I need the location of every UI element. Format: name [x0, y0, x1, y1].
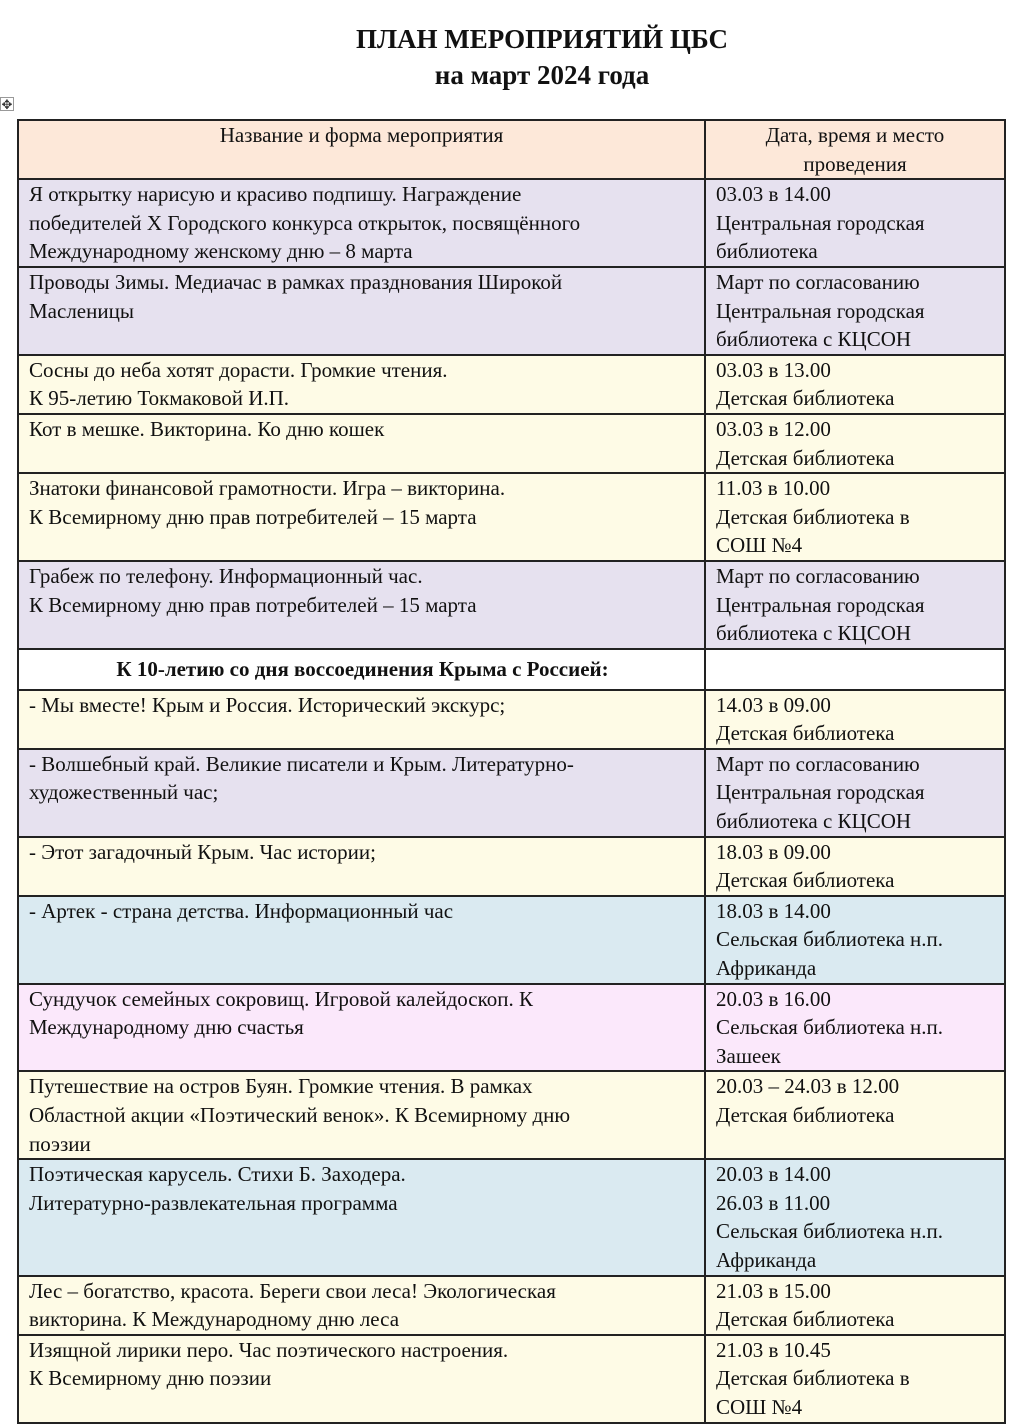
event-name-line: К 95-летию Токмаковой И.П. [29, 386, 290, 411]
event-name-line: Грабеж по телефону. Информационный час. [29, 563, 423, 588]
event-date-place-cell [705, 1159, 1005, 1275]
events-table [17, 119, 1006, 1424]
table-row [18, 1335, 1005, 1423]
event-date-place-line: библиотека с КЦСОН [716, 621, 912, 646]
event-name-line: победителей X Городского конкурса открыток, посвящённого [29, 210, 581, 235]
event-name-cell [18, 179, 705, 267]
event-date-place-cell [705, 837, 1005, 896]
event-name-line: Масленицы [29, 298, 134, 323]
page-title: ПЛАН МЕРОПРИЯТИЙ ЦБС [355, 24, 729, 54]
event-date-place-line: 26.03 в 11.00 [716, 1190, 831, 1215]
event-name-line: - Волшебный край. Великие писатели и Крым. Литературно- [29, 751, 574, 776]
event-date-place-line: Зашеек [716, 1043, 781, 1068]
event-name-line: Кот в мешке. Викторина. Ко дню кошек [29, 416, 385, 441]
table-row [18, 1276, 1005, 1335]
event-date-place-line: 03.03 в 12.00 [716, 416, 831, 441]
event-name-cell [18, 749, 705, 837]
event-date-place-line: библиотека с КЦСОН [716, 327, 912, 352]
table-header-row [18, 120, 1005, 179]
table-row [18, 1071, 1005, 1159]
event-name-line: художественный час; [29, 780, 219, 805]
table-row [18, 837, 1005, 896]
event-date-place-line: 18.03 в 14.00 [716, 898, 831, 923]
event-name-cell [18, 267, 705, 355]
page-subtitle: на март 2024 года [434, 60, 650, 90]
event-date-place-line: 03.03 в 13.00 [716, 357, 831, 382]
event-date-place-cell [705, 690, 1005, 749]
event-name-line: Сундучок семейных сокровищ. Игровой калейдоскоп. К [29, 986, 533, 1011]
event-date-place-cell [705, 896, 1005, 984]
event-name-cell [18, 414, 705, 473]
event-date-place-line: Март по согласованию [716, 751, 920, 776]
move-cross-icon[interactable]: ✥ [1, 97, 13, 112]
table-row [18, 984, 1005, 1072]
event-name-line: К Всемирному дню прав потребителей – 15 марта [29, 504, 477, 529]
event-date-place-cell [705, 1071, 1005, 1159]
event-date-place-cell [705, 1276, 1005, 1335]
event-date-place-line: 20.03 в 14.00 [716, 1162, 831, 1187]
event-date-place-line: Африканда [716, 956, 817, 981]
event-name-line: Сосны до неба хотят дорасти. Громкие чтения. [29, 357, 448, 382]
table-row [18, 1159, 1005, 1275]
event-date-place-line: Сельская библиотека н.п. [716, 1015, 944, 1040]
event-date-place-line: 03.03 в 14.00 [716, 182, 831, 207]
event-date-place-line: Центральная городская [716, 210, 925, 235]
event-date-place-cell [705, 414, 1005, 473]
event-date-place-cell [705, 749, 1005, 837]
header-event-name: Название и форма мероприятия [18, 120, 705, 179]
event-date-place-line: 18.03 в 09.00 [716, 839, 831, 864]
event-date-place-line: 11.03 в 10.00 [716, 476, 831, 501]
event-date-place-cell [705, 355, 1005, 414]
event-date-place-cell [705, 473, 1005, 561]
event-date-place-line: СОШ №4 [716, 1394, 803, 1419]
event-name-cell [18, 355, 705, 414]
event-name-line: Международному женскому дню – 8 марта [29, 239, 413, 264]
event-date-place-line: Детская библиотека в [716, 1366, 910, 1391]
event-name-cell [18, 896, 705, 984]
event-date-place-line: Детская библиотека [716, 386, 895, 411]
table-row [18, 267, 1005, 355]
event-name-cell [18, 690, 705, 749]
section-title: К 10-летию со дня воссоединения Крыма с Россией: [18, 649, 705, 690]
event-date-place-line: Март по согласованию [716, 563, 920, 588]
event-date-place-line: Детская библиотека [716, 1307, 895, 1332]
event-name-line: Я открытку нарисую и красиво подпишу. Награждение [29, 182, 522, 207]
event-name-line: Изящной лирики перо. Час поэтического настроения. [29, 1337, 509, 1362]
event-date-place-line: 20.03 в 16.00 [716, 986, 831, 1011]
event-name-line: Проводы Зимы. Медиачас в рамках празднования Широкой [29, 269, 563, 294]
event-name-cell [18, 984, 705, 1072]
event-date-place-line: Детская библиотека [716, 445, 895, 470]
event-name-line: Знатоки финансовой грамотности. Игра – викторина. [29, 476, 506, 501]
event-date-place-line: Центральная городская [716, 298, 925, 323]
event-date-place-line: библиотека с КЦСОН [716, 809, 912, 834]
table-row [18, 179, 1005, 267]
event-date-place-cell [705, 561, 1005, 649]
event-date-place-line: Детская библиотека в [716, 504, 910, 529]
event-name-line: Областной акции «Поэтический венок». К Всемирному дню [29, 1103, 571, 1127]
event-date-place-line: Сельская библиотека н.п. [716, 927, 944, 952]
event-name-cell [18, 1276, 705, 1335]
event-date-place-cell [705, 179, 1005, 267]
event-date-place-cell [705, 1335, 1005, 1423]
table-row [18, 414, 1005, 473]
event-name-line: Путешествие на остров Буян. Громкие чтения. В рамках [29, 1074, 533, 1099]
event-date-place-line: Март по согласованию [716, 269, 920, 294]
event-name-cell [18, 837, 705, 896]
event-name-cell [18, 1071, 705, 1159]
event-name-cell [18, 473, 705, 561]
table-row [18, 749, 1005, 837]
table-row [18, 690, 1005, 749]
event-date-place-line: Центральная городская [716, 780, 925, 805]
event-name-cell [18, 1159, 705, 1275]
event-date-place-line: СОШ №4 [716, 533, 803, 558]
event-date-place-line: Детская библиотека [716, 868, 895, 893]
event-name-line: Лес – богатство, красота. Береги свои леса! Экологическая [29, 1278, 556, 1303]
table-row [18, 896, 1005, 984]
event-name-cell [18, 1335, 705, 1423]
event-date-place-cell [705, 984, 1005, 1072]
event-date-place-cell [705, 267, 1005, 355]
table-row [18, 473, 1005, 561]
event-date-place-line: Сельская библиотека н.п. [716, 1219, 944, 1244]
event-name-cell [18, 561, 705, 649]
event-date-place-line: Детская библиотека [716, 721, 895, 746]
event-date-place-line: Африканда [716, 1247, 817, 1272]
header-date-place: Дата, время и место проведения [705, 120, 1005, 179]
event-name-line: Поэтическая карусель. Стихи Б. Заходера. [29, 1162, 406, 1187]
event-name-line: поэзии [29, 1131, 91, 1156]
event-name-line: Литературно-развлекательная программа [29, 1190, 398, 1215]
event-name-line: К Всемирному дню поэзии [29, 1366, 272, 1391]
event-date-place-line: 21.03 в 10.45 [716, 1337, 831, 1362]
table-row [18, 355, 1005, 414]
event-date-place-line: библиотека [716, 239, 818, 264]
event-name-line: - Мы вместе! Крым и Россия. Исторический экскурс; [29, 692, 506, 717]
event-name-line: - Этот загадочный Крым. Час истории; [29, 839, 376, 864]
event-date-place-line: 14.03 в 09.00 [716, 692, 831, 717]
table-row [18, 561, 1005, 649]
event-name-line: - Артек - страна детства. Информационный час [29, 898, 454, 923]
event-name-line: Международному дню счастья [29, 1015, 304, 1040]
event-date-place-line: Детская библиотека [716, 1103, 895, 1127]
event-date-place-line: Центральная городская [716, 592, 925, 617]
section-row [18, 649, 1005, 690]
event-date-place-line: 20.03 – 24.03 в 12.00 [716, 1074, 900, 1099]
section-empty-cell [705, 649, 1005, 690]
event-name-line: К Всемирному дню прав потребителей – 15 марта [29, 592, 477, 617]
event-date-place-line: 21.03 в 15.00 [716, 1278, 831, 1303]
event-name-line: викторина. К Международному дню леса [29, 1307, 400, 1332]
